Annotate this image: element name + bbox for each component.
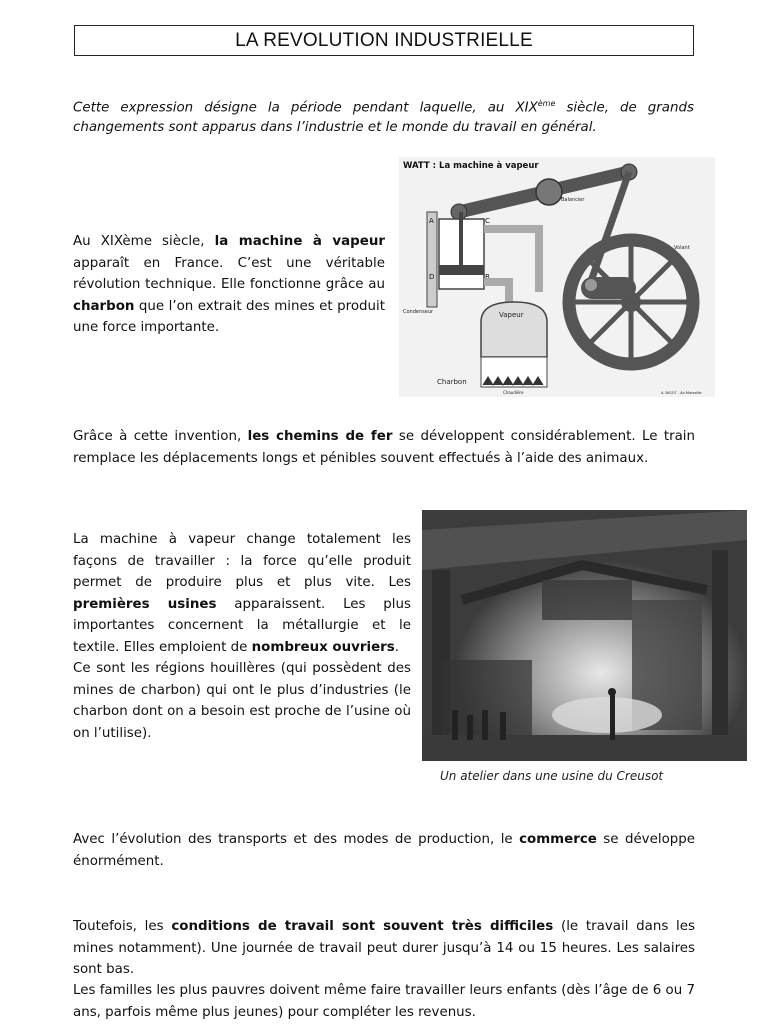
p1-bold-2: charbon (73, 298, 135, 314)
p5-text-2: (le travail dans les mines notamment). Une journée de travail peut durer jusqu’à 14 ou 15 heures. Les salaires sont bas. (73, 919, 695, 977)
p4-bold-1: commerce (519, 832, 597, 847)
railways-paragraph (73, 426, 695, 469)
factories-paragraph (73, 529, 411, 744)
p3-text-2: apparaissent. Les plus importantes concernent la métallurgie et le textile. Elles emploient de (73, 596, 411, 655)
page-title (74, 25, 694, 56)
label-volant: Volant (674, 245, 690, 251)
p2-bold-1: les chemins de fer (247, 429, 393, 444)
p3-text-3: . (394, 639, 400, 655)
p1-bold-1: la machine à vapeur (214, 234, 385, 249)
flywheel-shape (569, 240, 693, 364)
factory-photo (422, 510, 747, 761)
label-d: D (429, 273, 435, 281)
diagram-title: WATT : La machine à vapeur (403, 161, 539, 171)
p5-bold-1: conditions de travail sont souvent très difficiles (171, 919, 554, 934)
beam-pivot-shape (536, 179, 562, 205)
p3-text-1: La machine à vapeur change totalement les façons de travailler : la force qu’elle produit permet de produire plus et plus vite. Les (73, 532, 411, 590)
label-c: C (485, 217, 490, 225)
p5-text-1: Toutefois, les (73, 919, 172, 934)
page-title-text: LA REVOLUTION INDUSTRIELLE (235, 29, 533, 51)
intro-superscript: ème (537, 99, 556, 108)
intro-paragraph (73, 94, 694, 138)
child-labor-paragraph (73, 980, 695, 1023)
p2-text-1: Grâce à cette invention, (73, 429, 248, 444)
p3-bold-1: premières usines (73, 596, 217, 612)
intro-text-2: siècle, de grands changements sont apparus dans l’industrie et le monde du travail en général. (73, 100, 694, 136)
commerce-paragraph (73, 829, 695, 872)
p4-text-2: se développe énormément. (73, 832, 695, 869)
steam-engine-diagram (399, 157, 715, 397)
p3-bold-2: nombreux ouvriers (251, 639, 395, 655)
label-chaudiere: Chaudière (503, 390, 524, 395)
steam-engine-paragraph (73, 231, 385, 339)
p4-text-1: Avec l’évolution des transports et des modes de production, le (73, 832, 520, 847)
label-a: A (429, 217, 434, 225)
label-condenseur: Condenseur (403, 309, 434, 315)
label-balancier: Balancier (561, 197, 585, 203)
p3-text-4: Ce sont les régions houillères (qui possèdent des mines de charbon) qui ont le plus d’industries (le charbon dont on a besoin est proche de l’usine où on l’utilise). (73, 661, 411, 741)
working-conditions-paragraph (73, 916, 695, 981)
p1-text-1: Au XIXème siècle, (73, 234, 215, 249)
label-vapeur: Vapeur (499, 311, 524, 319)
diagram-credit: A. BIGOT - Air-Marseille (661, 391, 702, 395)
intro-text-1: Cette expression désigne la période pendant laquelle, au XIX (73, 100, 538, 116)
p1-text-3: que l’on extrait des mines et produit une force importante. (73, 298, 385, 335)
factory-photo-caption: Un atelier dans une usine du Creusot (440, 769, 664, 783)
p5-text-3: Les familles les plus pauvres doivent même faire travailler leurs enfants (dès l’âge de 6 ou 7 ans, parfois même plus jeunes) pour compléter les revenus. (73, 983, 695, 1020)
p2-text-2: se développent considérablement. Le train remplace les déplacements longs et pénibles souvent effectués à l’aide des animaux. (73, 429, 696, 466)
label-charbon: Charbon (437, 378, 467, 386)
label-b: B (485, 273, 490, 281)
p1-text-2: apparaît en France. C’est une véritable révolution technique. Elle fonctionne grâce au (73, 255, 385, 292)
